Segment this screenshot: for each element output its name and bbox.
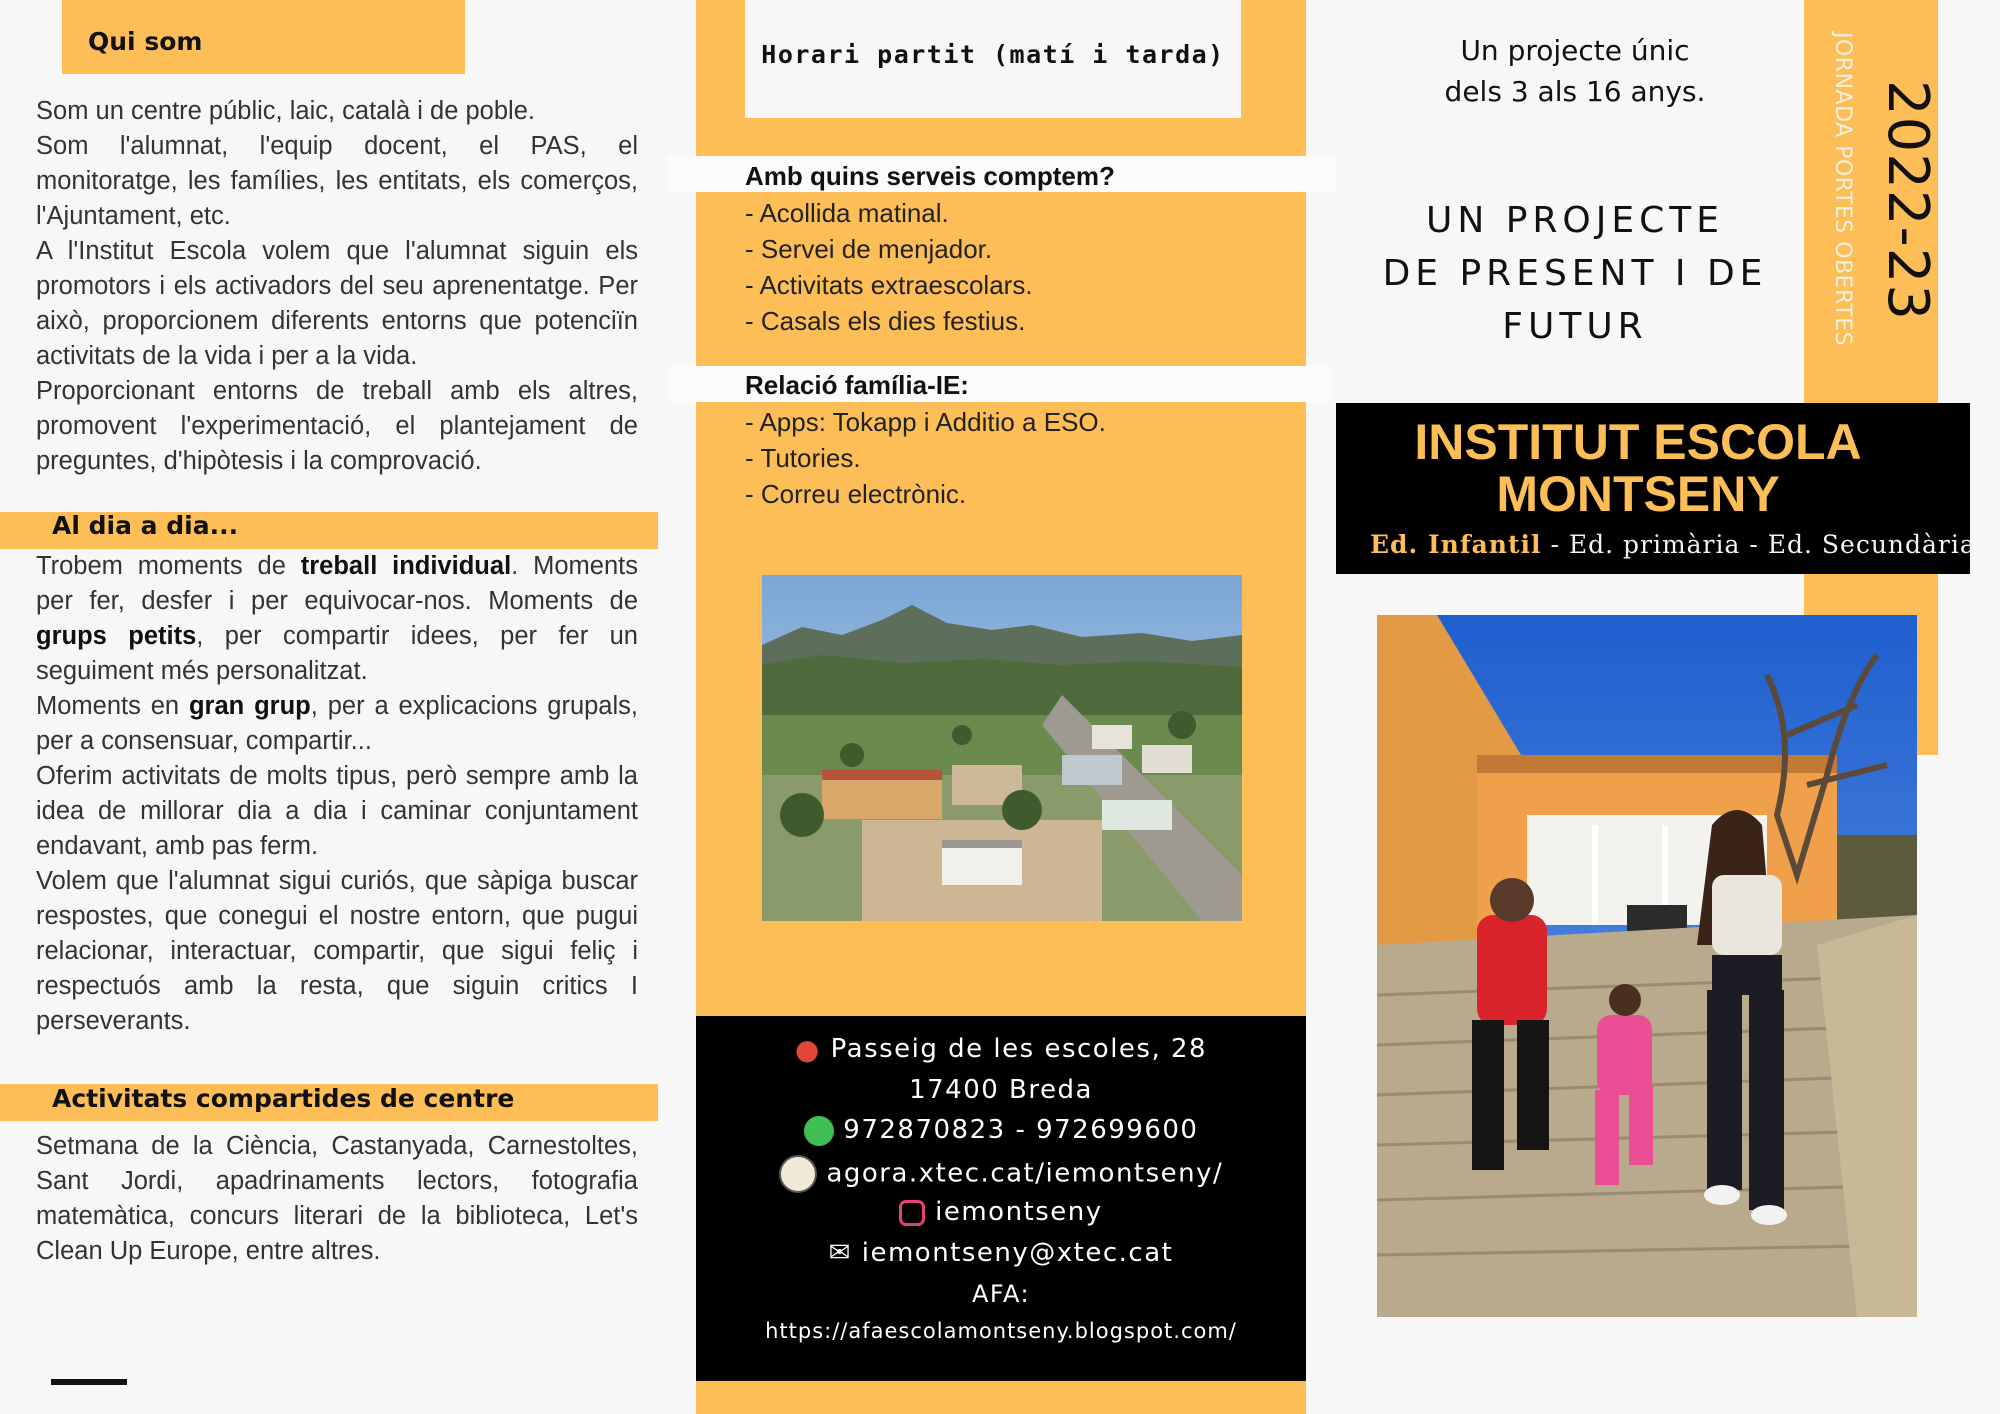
city-text: 17400 Breda [909,1075,1093,1105]
web-link[interactable]: agora.xtec.cat/iemontseny/ [826,1158,1224,1189]
relacio-list [745,404,1106,512]
web-row [696,1155,1306,1193]
dia-a-dia-p3: Oferim activitats de molts tipus, però sempre amb la idea de millorar dia a dia i caminar conjuntament endavant, amb pas ferm. [36,762,638,860]
page-divider-mark [51,1379,127,1385]
activitats-title: Activitats compartides de centre [52,1084,515,1113]
vertical-year: 2022-23 [1875,80,1940,321]
relacio-title: Relació família-IE: [745,370,969,400]
qui-som-p4: Proporcionant entorns de treball amb els altres, promovent l'experimentació, el plantejament de preguntes, d'hipòtesis i la comprovació. [36,377,638,475]
qui-som-p2: Som l'alumnat, l'equip docent, el PAS, el monitoratge, les famílies, les entitats, els comerços, l'Ajuntament, etc. [36,132,638,230]
headline-line-2: DE PRESENT I DE [1382,253,1768,294]
qui-som-text [36,94,638,479]
instagram-row [696,1197,1306,1227]
address-text: Passeig de les escoles, 28 [830,1034,1208,1064]
envelope-icon: ✉ [828,1238,852,1268]
vertical-label: JORNADA PORTES OBERTES [1830,32,1855,347]
map-pin-icon: ● [794,1033,821,1066]
serveis-list [745,195,1033,339]
whatsapp-icon [804,1116,834,1146]
serveis-title: Amb quins serveis comptem? [745,161,1115,191]
school-name-1: INSTITUT ESCOLA [1414,414,1862,470]
serveis-item: - Acollida matinal. [745,198,949,228]
relacio-item: - Tutories. [745,443,861,473]
aerial-village-illustration [762,575,1242,921]
tagline-line-2: dels 3 als 16 anys. [1444,75,1706,108]
relacio-item: - Correu electrònic. [745,479,967,509]
activitats-text [36,1129,638,1269]
school-entrance-photo [1377,615,1917,1317]
horari-text: Horari partit (matí i tarda) [761,40,1225,69]
email-link[interactable]: iemontseny@xtec.cat [861,1238,1174,1268]
headline-line-3: FUTUR [1502,306,1648,347]
dia-a-dia-p4: Volem que l'alumnat sigui curiós, que sàpiga buscar respostes, que conegui el nostre entorn, que pugui relacionar, interactuar, compartir, que sigui feliç i respectuós amb la resta, que siguin critics I perseverants. [36,867,638,1035]
serveis-item: - Casals els dies festius. [745,306,1026,336]
phone-row [696,1115,1306,1146]
afa-link[interactable]: https://afaescolamontseny.blogspot.com/ [765,1319,1237,1343]
level-primaria: Ed. primària [1568,530,1741,559]
tagline-line-1: Un projecte únic [1460,34,1690,67]
dia-a-dia-p2: Moments en gran grup, per a explicacions grupals, per a consensuar, compartir... [36,692,638,755]
dia-a-dia-text [36,549,638,1039]
relacio-item: - Apps: Tokapp i Additio a ESO. [745,407,1106,437]
serveis-item: - Activitats extraescolars. [745,270,1033,300]
phone-text: 972870823 - 972699600 [843,1115,1199,1145]
headline-line-1: UN PROJECTE [1425,200,1725,241]
serveis-item: - Servei de menjador. [745,234,993,264]
qui-som-p3: A l'Institut Escola volem que l'alumnat siguin els promotors i els activadors del seu aprenentatge. Per això, proporcionem diferents entorns que potenciïn activitats de la vida i per a la vida. [36,237,638,370]
instagram-icon [899,1200,925,1226]
school-name-2: MONTSENY [1496,466,1780,522]
afa-label: AFA: [971,1280,1031,1308]
globe-icon [779,1155,817,1193]
qui-som-p1: Som un centre públic, laic, català i de poble. [36,97,535,125]
dia-a-dia-p1: Trobem moments de treball individual. Moments per fer, desfer i per equivocar-nos. Moments de grups petits, per compartir idees, per fer un seguiment més personalitzat. [36,552,638,685]
address-row [696,1033,1306,1066]
level-secundaria: Ed. Secundària [1767,530,1976,559]
activitats-p: Setmana de la Ciència, Castanyada, Carnestoltes, Sant Jordi, apadrinaments lectors, fotografia matemàtica, concurs literari de la biblioteca, Let's Clean Up Europe, entre altres. [36,1132,638,1265]
headline [1340,194,1810,353]
level-infantil: Ed. Infantil [1370,530,1542,559]
dia-a-dia-title: Al dia a dia... [52,511,239,540]
qui-som-title: Qui som [88,27,203,56]
school-levels: Ed. Infantil - Ed. primària - Ed. Secundària [1370,530,1976,559]
school-entrance-illustration [1377,615,1917,1317]
email-row [696,1238,1306,1268]
instagram-handle[interactable]: iemontseny [935,1197,1103,1227]
aerial-village-photo [762,575,1242,921]
